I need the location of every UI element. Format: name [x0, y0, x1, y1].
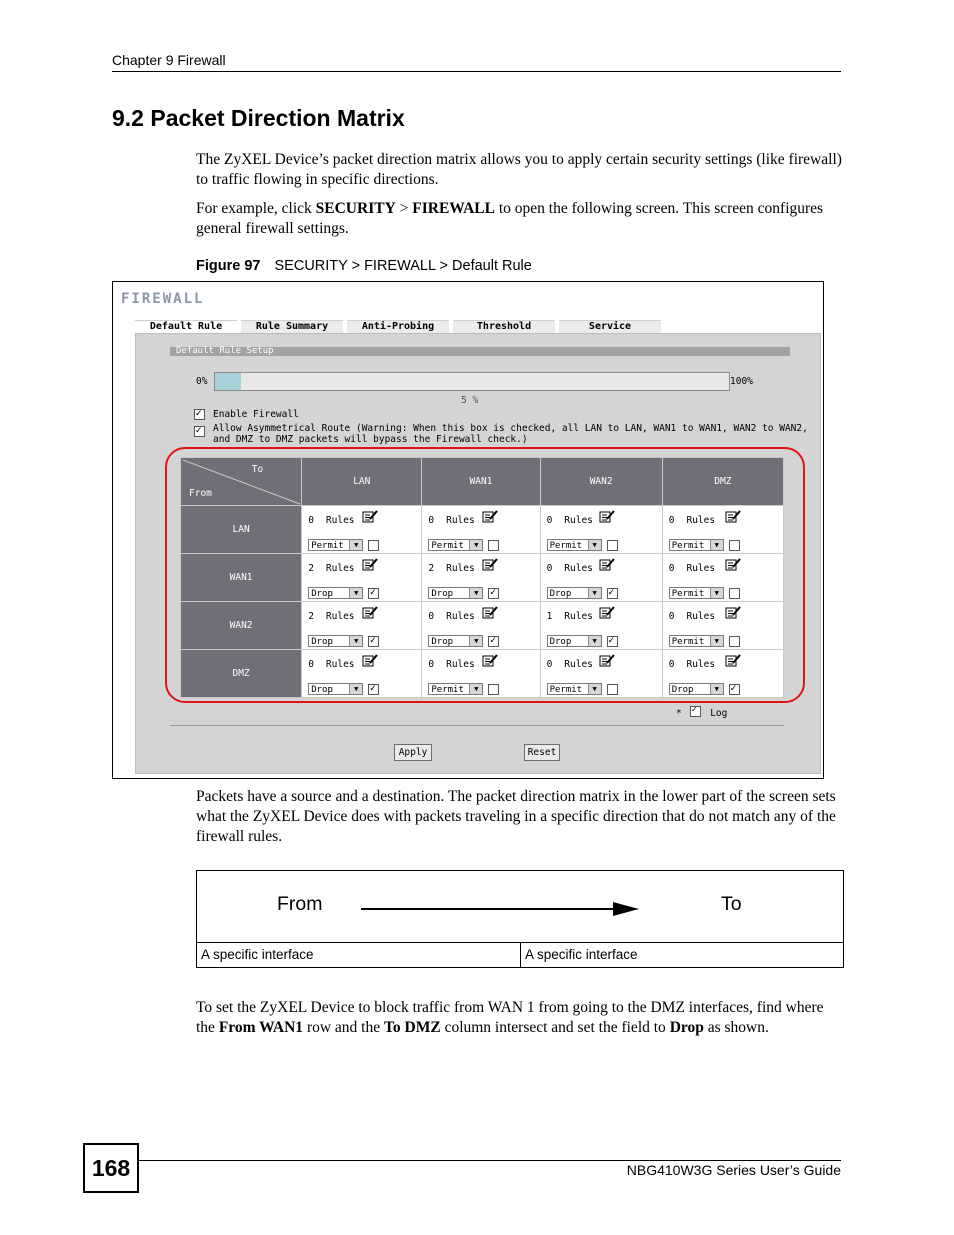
- rule-count-value: 0: [428, 515, 435, 526]
- log-checkbox[interactable]: [488, 636, 499, 647]
- matrix-cell-lan-to-wan1: [422, 506, 540, 554]
- edit-rules-icon[interactable]: [362, 557, 379, 571]
- default-action-select[interactable]: [308, 635, 363, 647]
- matrix-cell-wan1-to-lan: [302, 554, 422, 602]
- column-header-dmz: DMZ: [662, 458, 783, 506]
- default-action-select[interactable]: [669, 635, 724, 647]
- rules-label: Rules: [686, 563, 716, 574]
- direction-arrow-line: [361, 908, 619, 910]
- log-checkbox[interactable]: [488, 588, 499, 599]
- chevron-down-icon: ▼: [710, 684, 723, 694]
- section-heading: 9.2 Packet Direction Matrix: [112, 105, 405, 131]
- matrix-row-wan1: [181, 554, 784, 602]
- log-checkbox[interactable]: [368, 684, 379, 695]
- rules-label: Rules: [325, 659, 355, 670]
- figure-caption-text: SECURITY > FIREWALL > Default Rule: [274, 258, 532, 274]
- rule-count: [669, 659, 715, 670]
- matrix-row-dmz: [181, 650, 784, 698]
- default-action-select[interactable]: [428, 587, 483, 599]
- corner-to-label: To: [251, 464, 264, 475]
- rule-count: [547, 659, 593, 670]
- packet-direction-matrix: [180, 457, 784, 698]
- rules-label: Rules: [686, 611, 716, 622]
- tab-threshold[interactable]: Threshold: [453, 320, 555, 333]
- matrix-cell-dmz-to-wan2: [540, 650, 662, 698]
- asymmetrical-route-line2: and DMZ to DMZ packets will bypass the Firewall check.): [213, 434, 528, 445]
- default-action-value: Permit: [431, 685, 464, 695]
- default-action-value: Permit: [671, 637, 705, 647]
- chevron-down-icon: ▼: [710, 540, 723, 550]
- tab-bar: [135, 320, 661, 332]
- rule-count-value: 0: [308, 515, 314, 526]
- row-header-wan1: WAN1: [181, 554, 302, 602]
- chevron-down-icon: ▼: [349, 588, 362, 598]
- rule-count: [547, 611, 593, 622]
- rules-label: Rules: [686, 515, 716, 526]
- asymmetrical-route-checkbox[interactable]: [194, 426, 205, 437]
- default-action-value: Drop: [671, 685, 694, 695]
- chevron-down-icon: ▼: [710, 588, 723, 598]
- log-checkbox[interactable]: [368, 636, 379, 647]
- tab-rule-summary[interactable]: Rule Summary: [241, 320, 343, 333]
- rule-count: [308, 659, 354, 670]
- log-checkbox[interactable]: [729, 588, 740, 599]
- matrix-row-lan: [181, 506, 784, 554]
- edit-rules-icon[interactable]: [482, 509, 499, 523]
- row-header-dmz: DMZ: [181, 650, 302, 698]
- asymmetrical-route-label: [213, 423, 808, 445]
- text-run: to open the following screen. This screen configures general firewall settings.: [196, 200, 824, 237]
- default-action-value: Drop: [431, 589, 454, 599]
- text-run: as shown.: [703, 1019, 769, 1036]
- default-action-select[interactable]: [428, 683, 483, 695]
- rule-count: [308, 563, 354, 574]
- rule-count: [669, 563, 715, 574]
- default-action-value: Drop: [431, 637, 454, 647]
- matrix-cell-wan2-to-wan2: [540, 602, 662, 650]
- rule-count: [547, 563, 593, 574]
- default-action-select[interactable]: [669, 587, 724, 599]
- enable-firewall-checkbox[interactable]: [194, 409, 205, 420]
- edit-rules-icon[interactable]: [482, 557, 499, 571]
- default-action-value: Drop: [549, 589, 572, 599]
- chevron-down-icon: ▼: [349, 540, 362, 550]
- matrix-cell-dmz-to-wan1: [422, 650, 540, 698]
- rules-label: Rules: [446, 515, 475, 526]
- log-legend-label: Log: [710, 708, 728, 719]
- rule-count-value: 0: [668, 515, 675, 526]
- default-action-select[interactable]: [669, 683, 724, 695]
- running-head: Chapter 9 Firewall: [112, 52, 226, 68]
- rules-label: Rules: [325, 611, 355, 622]
- text-run: To set the ZyXEL Device to block traffic from WAN 1 from going to the DMZ interfaces, find where the: [196, 999, 824, 1036]
- column-header-wan1: WAN1: [422, 458, 540, 506]
- default-action-select[interactable]: [547, 635, 602, 647]
- default-action-select[interactable]: [547, 587, 602, 599]
- bold-drop: Drop: [669, 1019, 704, 1036]
- rules-label: Rules: [325, 563, 355, 574]
- edit-rules-icon[interactable]: [599, 509, 616, 523]
- edit-rules-icon[interactable]: [725, 653, 742, 667]
- figure-label: Figure 97: [196, 258, 261, 274]
- from-to-diagram: [196, 870, 844, 968]
- log-checkbox[interactable]: [729, 684, 740, 695]
- rule-count: [428, 659, 474, 670]
- instruction-paragraph: [196, 998, 844, 1038]
- edit-rules-icon[interactable]: [482, 653, 499, 667]
- rule-count-value: 2: [308, 563, 314, 574]
- default-action-value: Permit: [431, 541, 464, 551]
- from-label: From: [277, 893, 323, 915]
- default-action-value: Permit: [549, 685, 583, 695]
- log-checkbox[interactable]: [488, 684, 499, 695]
- rule-count: [547, 515, 593, 526]
- default-action-value: Drop: [549, 637, 572, 647]
- log-checkbox[interactable]: [729, 540, 740, 551]
- corner-from-label: From: [189, 488, 212, 499]
- rule-count-value: 0: [668, 563, 675, 574]
- rule-count: [669, 515, 715, 526]
- rules-label: Rules: [325, 515, 355, 526]
- tab-default-rule[interactable]: Default Rule: [135, 320, 237, 333]
- chevron-down-icon: ▼: [469, 636, 482, 646]
- progress-bar: [214, 372, 730, 391]
- rule-count: [669, 611, 715, 622]
- chevron-down-icon: ▼: [588, 588, 601, 598]
- text-run: row and the: [303, 1019, 384, 1036]
- default-action-value: Drop: [311, 685, 333, 695]
- edit-rules-icon[interactable]: [599, 653, 616, 667]
- tab-service[interactable]: Service: [559, 320, 661, 333]
- rule-count: [428, 515, 474, 526]
- to-cell: A specific interface: [525, 947, 638, 962]
- default-rule-panel: [135, 333, 821, 774]
- bold-to-dmz: To DMZ: [383, 1019, 441, 1036]
- matrix-cell-lan-to-dmz: [662, 506, 783, 554]
- rule-count-value: 0: [546, 515, 553, 526]
- default-action-select[interactable]: [547, 539, 602, 551]
- matrix-corner: [181, 458, 302, 506]
- default-action-select[interactable]: [308, 539, 363, 551]
- reset-button[interactable]: Reset: [524, 744, 560, 761]
- rule-count: [308, 515, 354, 526]
- page-number: 168: [83, 1143, 139, 1193]
- edit-rules-icon[interactable]: [725, 509, 742, 523]
- rule-count-value: 0: [668, 611, 675, 622]
- chevron-down-icon: ▼: [349, 636, 362, 646]
- rule-count-value: 0: [308, 659, 314, 670]
- default-action-value: Drop: [311, 637, 333, 647]
- rules-label: Rules: [564, 659, 593, 670]
- log-legend: [676, 705, 727, 719]
- rule-count-value: 0: [546, 563, 553, 574]
- chevron-down-icon: ▼: [710, 636, 723, 646]
- progress-min-label: 0%: [196, 376, 208, 387]
- panel-divider: [170, 725, 784, 726]
- log-checkbox[interactable]: [607, 588, 618, 599]
- rule-count-value: 2: [428, 563, 435, 574]
- matrix-cell-wan2-to-dmz: [662, 602, 783, 650]
- arrow-head-icon: [613, 902, 639, 916]
- matrix-cell-wan2-to-wan1: [422, 602, 540, 650]
- rules-label: Rules: [564, 563, 593, 574]
- edit-rules-icon[interactable]: [725, 605, 742, 619]
- log-checkbox[interactable]: [729, 636, 740, 647]
- default-action-value: Drop: [311, 589, 333, 599]
- chevron-down-icon: ▼: [469, 684, 482, 694]
- rule-count-value: 0: [428, 611, 435, 622]
- rules-label: Rules: [446, 563, 475, 574]
- log-legend-star: *: [676, 708, 682, 719]
- row-header-wan2: WAN2: [181, 602, 302, 650]
- text-run: >: [395, 200, 413, 217]
- chevron-down-icon: ▼: [469, 540, 482, 550]
- chevron-down-icon: ▼: [588, 636, 601, 646]
- from-cell: A specific interface: [201, 947, 314, 962]
- text-run: For example, click: [196, 200, 316, 217]
- edit-rules-icon[interactable]: [362, 605, 379, 619]
- matrix-cell-wan1-to-dmz: [662, 554, 783, 602]
- footer-rule: [139, 1160, 841, 1161]
- log-checkbox[interactable]: [368, 540, 379, 551]
- default-action-select[interactable]: [308, 683, 363, 695]
- asymmetrical-route-line1: Allow Asymmetrical Route (Warning: When this box is checked, all LAN to LAN, WAN1 to WAN1, WAN2 to WAN2,: [213, 423, 808, 434]
- log-legend-checkbox: [690, 706, 701, 717]
- column-header-wan2: WAN2: [540, 458, 662, 506]
- rules-label: Rules: [446, 611, 475, 622]
- rule-count: [308, 611, 354, 622]
- chevron-down-icon: ▼: [349, 684, 362, 694]
- rules-label: Rules: [564, 515, 593, 526]
- firewall-title: FIREWALL: [121, 291, 205, 307]
- matrix-cell-dmz-to-dmz: [662, 650, 783, 698]
- default-action-value: Permit: [671, 589, 705, 599]
- rules-label: Rules: [446, 659, 475, 670]
- chevron-down-icon: ▼: [588, 684, 601, 694]
- enable-firewall-label: Enable Firewall: [213, 409, 299, 420]
- default-action-value: Permit: [311, 541, 344, 551]
- example-paragraph: [196, 199, 844, 239]
- rule-count: [428, 611, 474, 622]
- progress-value-label: 5 %: [461, 395, 479, 406]
- matrix-cell-wan1-to-wan1: [422, 554, 540, 602]
- edit-rules-icon[interactable]: [599, 557, 616, 571]
- log-checkbox[interactable]: [607, 540, 618, 551]
- apply-button[interactable]: Apply: [394, 744, 432, 761]
- log-checkbox[interactable]: [488, 540, 499, 551]
- guide-title: NBG410W3G Series User’s Guide: [626, 1162, 841, 1178]
- default-action-select[interactable]: [428, 635, 483, 647]
- log-checkbox[interactable]: [368, 588, 379, 599]
- progress-fill: [215, 373, 241, 390]
- text-run: column intersect and set the field to: [440, 1019, 670, 1036]
- explanation-paragraph: Packets have a source and a destination. The packet direction matrix in the lower part of the screen sets what the ZyXEL Device does with packets traveling in a specific direction that do not match any of the firewall rules.: [196, 788, 836, 845]
- matrix-cell-wan1-to-wan2: [540, 554, 662, 602]
- rules-label: Rules: [564, 611, 593, 622]
- to-label: To: [721, 893, 742, 915]
- rule-count-value: 0: [428, 659, 435, 670]
- row-header-lan: LAN: [181, 506, 302, 554]
- bold-from-wan1: From WAN1: [218, 1019, 304, 1036]
- tab-anti-probing[interactable]: Anti-Probing: [347, 320, 449, 333]
- edit-rules-icon[interactable]: [599, 605, 616, 619]
- default-action-value: Permit: [671, 541, 705, 551]
- header-rule: [112, 71, 841, 72]
- matrix-cell-dmz-to-lan: [302, 650, 422, 698]
- matrix-cell-lan-to-wan2: [540, 506, 662, 554]
- default-action-select[interactable]: [547, 683, 602, 695]
- intro-paragraph: The ZyXEL Device’s packet direction matrix allows you to apply certain security settings (like firewall) to traffic flowing in specific directions.: [196, 151, 842, 188]
- default-action-select[interactable]: [669, 539, 724, 551]
- log-checkbox[interactable]: [607, 636, 618, 647]
- matrix-cell-wan2-to-lan: [302, 602, 422, 650]
- edit-rules-icon[interactable]: [725, 557, 742, 571]
- column-header-lan: LAN: [302, 458, 422, 506]
- default-action-value: Permit: [549, 541, 583, 551]
- rule-count-value: 0: [546, 659, 553, 670]
- rules-label: Rules: [686, 659, 716, 670]
- chevron-down-icon: ▼: [469, 588, 482, 598]
- rule-count-value: 1: [546, 611, 553, 622]
- rule-count-value: 0: [668, 659, 675, 670]
- log-checkbox[interactable]: [607, 684, 618, 695]
- progress-max-label: 100%: [730, 376, 753, 387]
- default-action-select[interactable]: [308, 587, 363, 599]
- edit-rules-icon[interactable]: [362, 509, 379, 523]
- chevron-down-icon: ▼: [588, 540, 601, 550]
- firewall-screenshot: [112, 281, 824, 779]
- matrix-cell-lan-to-lan: [302, 506, 422, 554]
- figure-caption: [196, 258, 532, 274]
- default-rule-setup-bar: Default Rule Setup: [170, 347, 790, 356]
- from-to-divider: [520, 942, 521, 967]
- edit-rules-icon[interactable]: [362, 653, 379, 667]
- matrix-row-wan2: [181, 602, 784, 650]
- bold-security: SECURITY: [315, 200, 396, 217]
- rule-count-value: 2: [308, 611, 314, 622]
- rule-count: [428, 563, 474, 574]
- bold-firewall: FIREWALL: [412, 200, 495, 217]
- default-action-select[interactable]: [428, 539, 483, 551]
- edit-rules-icon[interactable]: [482, 605, 499, 619]
